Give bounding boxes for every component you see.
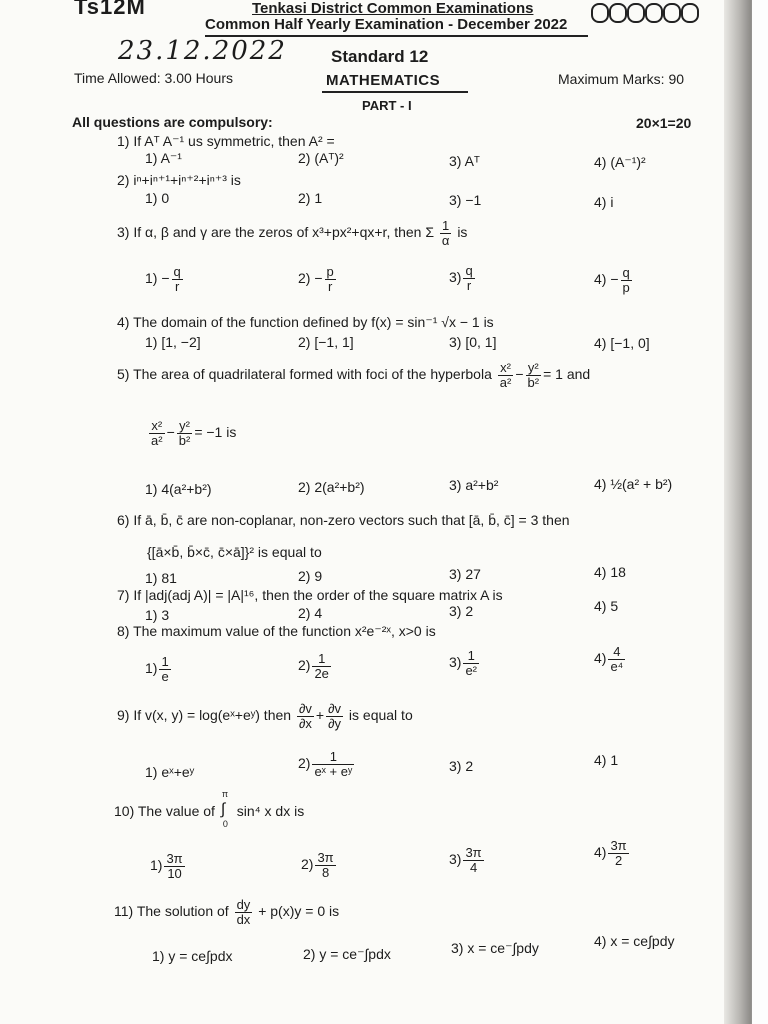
instruction: All questions are compulsory: xyxy=(72,114,273,130)
numerator: y² xyxy=(526,361,542,376)
question-text: The domain of the function defined by f(x) = sin⁻¹ √x − 1 is xyxy=(133,314,494,330)
denominator: ∂x xyxy=(298,715,312,731)
denominator: b² xyxy=(178,432,191,448)
register-box xyxy=(609,3,627,23)
register-box xyxy=(681,3,699,23)
option xyxy=(298,750,356,778)
fraction xyxy=(326,702,343,730)
part-label: PART - I xyxy=(362,98,412,113)
subject-title: MATHEMATICS xyxy=(326,72,441,89)
question-text: If Aᵀ A⁻¹ us symmetric, then A² = xyxy=(133,133,335,149)
fraction xyxy=(463,649,479,677)
option: 1) eˣ+eʸ xyxy=(145,764,195,780)
denominator: e² xyxy=(465,662,478,678)
option: 3) Aᵀ xyxy=(449,153,480,169)
denominator: r xyxy=(327,278,333,294)
fraction xyxy=(177,419,193,447)
maximum-marks: Maximum Marks: 90 xyxy=(558,71,685,87)
question-text: If ā, b̄, c̄ are non-coplanar, non-zero vectors such that [ā, b̄, c̄] = 3 then xyxy=(133,512,570,528)
numerator: 1 xyxy=(161,654,169,669)
district-title: Tenkasi District Common Examinations xyxy=(252,0,534,17)
fraction xyxy=(463,264,474,292)
option-label: 3) xyxy=(449,850,462,867)
equation-part: = −1 is xyxy=(194,423,237,440)
question-7 xyxy=(117,587,503,603)
numerator: y² xyxy=(177,419,193,434)
question-number: 5) xyxy=(117,365,130,382)
exam-title: Common Half Yearly Examination - December 2022 xyxy=(205,16,568,33)
option: 1) A⁻¹ xyxy=(145,150,182,166)
numerator: x² xyxy=(498,361,514,376)
option: 2) 9 xyxy=(298,568,323,584)
denominator: 2e xyxy=(314,665,329,681)
question-number: 10) xyxy=(114,803,135,819)
denominator: p xyxy=(622,279,630,295)
numerator: q xyxy=(622,265,630,280)
option: 1) 81 xyxy=(145,570,177,586)
subject-underline xyxy=(322,91,468,93)
question-text: If |adj(adj A)| = |A|¹⁶, then the order of the square matrix A is xyxy=(133,587,503,603)
fraction xyxy=(164,852,184,880)
option: 1) 0 xyxy=(145,190,170,206)
option xyxy=(449,649,481,677)
background-margin xyxy=(752,0,768,1024)
option: 4) 18 xyxy=(594,564,626,580)
option: 4) (A⁻¹)² xyxy=(594,154,646,170)
register-box xyxy=(663,3,681,23)
option: 4) x = ce∫pdy xyxy=(594,933,675,949)
option xyxy=(298,652,333,680)
numerator: ∂v xyxy=(328,701,342,716)
numerator: 3π xyxy=(317,850,334,865)
numerator: ∂v xyxy=(298,701,312,716)
option-label: 1) − xyxy=(145,269,170,286)
denominator: α xyxy=(441,232,450,248)
option xyxy=(301,851,338,879)
question-10 xyxy=(114,789,305,830)
handwritten-date: 23.12.2022 xyxy=(118,36,287,66)
register-box xyxy=(627,3,645,23)
denominator: ∂y xyxy=(328,715,342,731)
denominator: e⁴ xyxy=(610,658,624,674)
question-text: iⁿ+iⁿ⁺¹+iⁿ⁺²+iⁿ⁺³ is xyxy=(133,172,241,188)
option: 3) x = ce⁻∫pdy xyxy=(451,940,539,956)
option: 3) [0, 1] xyxy=(449,334,497,350)
question-text: The solution of xyxy=(136,902,229,919)
question-6-line-2: {[ā×b̄, b̄×c̄, c̄×ā]}² is equal to xyxy=(147,544,322,560)
numerator: 1 xyxy=(463,649,479,664)
denominator: 4 xyxy=(469,859,478,875)
question-text: and xyxy=(566,365,591,382)
denominator: 2 xyxy=(614,852,623,868)
question-11 xyxy=(114,898,339,926)
register-box xyxy=(645,3,663,23)
fraction xyxy=(325,265,336,293)
denominator: 8 xyxy=(321,864,330,880)
option-label: 4) xyxy=(594,843,607,860)
fraction xyxy=(172,265,183,293)
question-2 xyxy=(117,172,241,189)
question-text: + p(x)y = 0 is xyxy=(258,902,340,919)
question-text: sin⁴ x dx is xyxy=(236,803,305,819)
option: 3) −1 xyxy=(449,192,482,208)
fraction xyxy=(498,361,514,389)
option: 3) 2 xyxy=(449,758,474,774)
question-number: 8) xyxy=(117,623,130,639)
option xyxy=(594,266,634,294)
option: 4) ½(a² + b²) xyxy=(594,476,673,492)
question-number: 6) xyxy=(117,512,130,528)
option: 2) 1 xyxy=(298,190,323,206)
question-text: If α, β and γ are the zeros of x³+px²+qx+r, then Σ xyxy=(133,223,435,240)
option-label: 3) xyxy=(449,268,462,285)
option xyxy=(594,839,631,867)
option: 4) 1 xyxy=(594,752,619,768)
denominator: b² xyxy=(527,374,540,390)
option: 2) y = ce⁻∫pdx xyxy=(303,946,391,962)
time-allowed: Time Allowed: 3.00 Hours xyxy=(74,70,233,86)
standard-label: Standard 12 xyxy=(331,47,429,66)
fraction xyxy=(312,750,354,778)
numerator: 3π xyxy=(465,845,482,860)
question-8 xyxy=(117,623,436,640)
question-text: The maximum value of the function x²e⁻²ˣ, x>0 is xyxy=(133,623,436,639)
numerator: 1 xyxy=(312,652,330,667)
equation-part: = 1 xyxy=(543,365,563,382)
denominator: r xyxy=(174,278,180,294)
fraction xyxy=(297,702,314,730)
question-text: If v(x, y) = log(eˣ+eʸ) then xyxy=(133,706,292,723)
fraction xyxy=(159,655,170,683)
numerator: p xyxy=(326,264,334,279)
option: 1) [1, −2] xyxy=(145,334,201,350)
question-9: 9) If v(x, y) = log(eˣ+eʸ) then $\frac{\partial v}{\partial x}$ + $\frac{\partial v}{\partial y}$ is equal to xyxy=(117,701,413,731)
question-number: 7) xyxy=(117,587,130,603)
option-label: 3) xyxy=(449,653,462,670)
question-number: 3) xyxy=(117,223,130,240)
question-number: 2) xyxy=(117,172,130,188)
numerator: 3π xyxy=(166,851,183,866)
option: 2) (Aᵀ)² xyxy=(298,150,344,166)
numerator: dy xyxy=(236,897,251,912)
fraction xyxy=(608,645,625,673)
register-number-boxes xyxy=(591,3,715,29)
option xyxy=(449,846,486,874)
numerator: q xyxy=(465,263,473,278)
option: 4) 5 xyxy=(594,598,619,614)
option-label: 2) xyxy=(298,656,311,673)
option xyxy=(449,264,477,292)
question-text: The area of quadrilateral formed with foci of the hyperbola xyxy=(133,365,492,382)
fraction xyxy=(149,419,165,447)
question-text: is xyxy=(457,223,468,240)
integral xyxy=(219,789,233,830)
question-5-line-2: $\frac{\text{x²}}{\text{a²}}$ − $\frac{\text{y²}}{\text{b²}}$ = −1 is xyxy=(151,418,237,448)
marks-scheme: 20×1=20 xyxy=(636,115,692,131)
option xyxy=(298,265,338,293)
denominator: eˣ + eʸ xyxy=(314,763,353,779)
option: 2) [−1, 1] xyxy=(298,334,354,350)
fraction xyxy=(312,652,330,680)
option-label: 1) xyxy=(145,659,158,676)
option: 1) 3 xyxy=(145,607,170,623)
option xyxy=(145,265,185,293)
option: 2) 4 xyxy=(298,605,323,621)
numerator: 1 xyxy=(312,750,354,765)
denominator: dx xyxy=(236,911,251,927)
question-text: The value of xyxy=(137,803,215,819)
fraction xyxy=(440,219,452,247)
numerator: q xyxy=(173,264,181,279)
option: 4) [−1, 0] xyxy=(594,335,650,351)
question-5: 5) The area of quadrilateral formed with foci of the hyperbola $\frac{\text{x²}}{\text{a²}}$ − $\frac{\text{y²}}{\text{b²}}$ = 1 and xyxy=(117,360,591,390)
denominator: a² xyxy=(499,374,512,390)
integral-lower-limit: 0 xyxy=(222,819,228,830)
option xyxy=(150,852,187,880)
option-label: 1) xyxy=(150,856,163,873)
fraction xyxy=(526,361,542,389)
option: 4) i xyxy=(594,194,614,210)
fraction xyxy=(608,839,628,867)
option: 1) y = ce∫pdx xyxy=(152,948,233,964)
numerator: 1 xyxy=(440,219,452,234)
option: 3) 27 xyxy=(449,566,481,582)
option-label: 2) xyxy=(298,754,311,771)
option-label: 2) − xyxy=(298,269,323,286)
numerator: x² xyxy=(149,419,165,434)
question-4 xyxy=(117,314,494,331)
option: 2) 2(a²+b²) xyxy=(298,479,365,495)
integral-sign: ∫ xyxy=(220,801,226,819)
option: 3) 2 xyxy=(449,603,474,619)
question-text: is equal to xyxy=(348,706,413,723)
question-number: 9) xyxy=(117,706,130,723)
question-6 xyxy=(117,512,570,528)
option-label: 4) xyxy=(594,649,607,666)
question-1 xyxy=(117,133,335,150)
option-label: 4) − xyxy=(594,270,619,287)
integral-upper-limit: π xyxy=(221,789,229,800)
fraction xyxy=(235,898,253,926)
question-3 xyxy=(117,219,467,247)
fraction xyxy=(463,846,483,874)
paper-code: Ts12M xyxy=(74,0,146,19)
question-number: 4) xyxy=(117,314,130,330)
option xyxy=(594,645,627,673)
option: 3) a²+b² xyxy=(449,477,499,493)
option xyxy=(145,655,173,683)
denominator: r xyxy=(466,277,472,293)
numerator: 4 xyxy=(608,645,625,660)
denominator: a² xyxy=(151,432,163,448)
question-number: 11) xyxy=(114,902,134,919)
question-number: 1) xyxy=(117,133,130,149)
register-box xyxy=(591,3,609,23)
numerator: 3π xyxy=(610,838,627,853)
denominator: e xyxy=(161,668,169,684)
option: 1) 4(a²+b²) xyxy=(145,481,212,497)
fraction xyxy=(621,266,632,294)
fraction xyxy=(315,851,335,879)
denominator: 10 xyxy=(167,865,182,881)
option-label: 2) xyxy=(301,855,314,872)
